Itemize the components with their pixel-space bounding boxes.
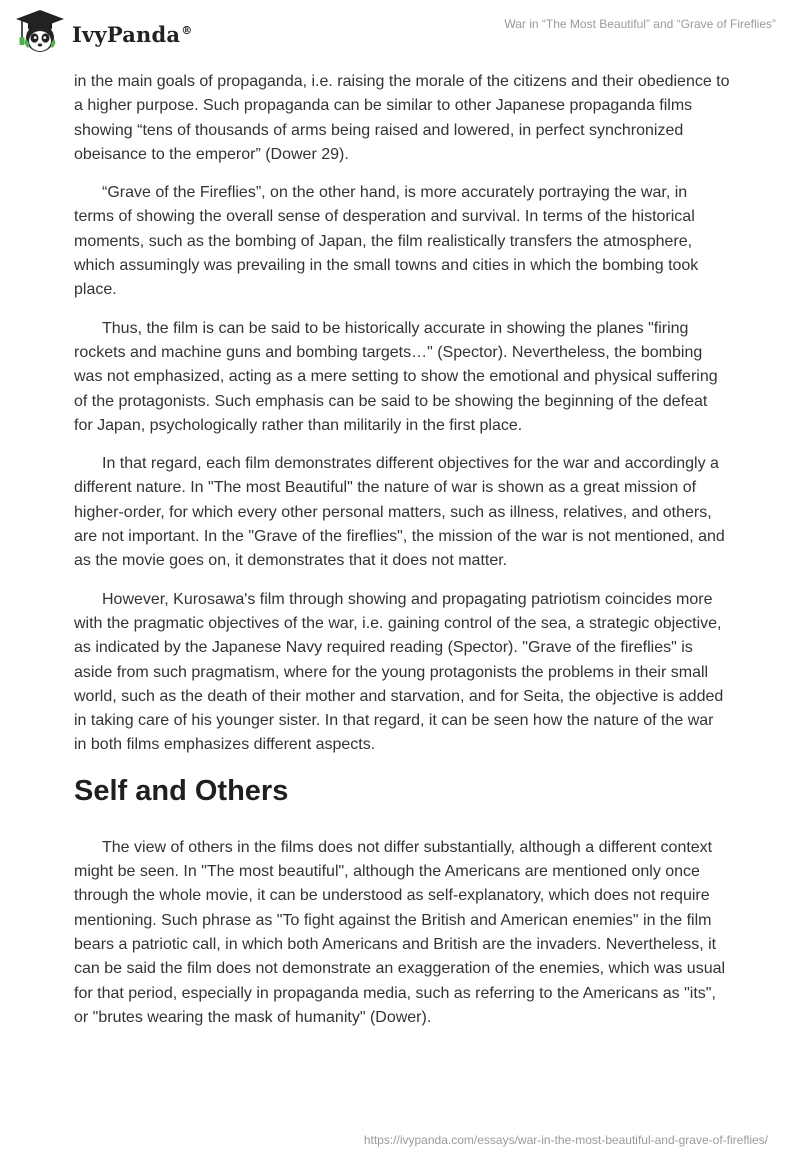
essay-body xyxy=(74,70,730,1044)
section-heading: Self and Others xyxy=(74,774,289,807)
paragraph: “Grave of the Fireflies”, on the other hand, is more accurately portraying the war, in terms of showing the overall sense of desperation and survival. In terms of the historical moments, such as the bombing of Japan, the film realistically transfers the atmosphere, which assumingly was prevailing in the small towns and cities in which the bombing took place. xyxy=(74,184,699,299)
brand-name-text: IvyPanda xyxy=(72,21,181,47)
registered-mark: ® xyxy=(181,23,193,37)
paragraph: In that regard, each film demonstrates different objectives for the war and accordingly a different nature. In "The most Beautiful" the nature of war is shown as a great mission of higher-order, for which every other personal matters, such as illness, relatives, and others, are not important. In the "Grave of the fireflies", the mission of the war is not mentioned, and as the movie goes on, it demonstrates that it does not matter. xyxy=(74,455,725,570)
paragraph: in the main goals of propaganda, i.e. raising the morale of the citizens and their obedience to a higher purpose. Such propaganda can be similar to other Japanese propaganda films showing “tens of thousands of arms being raised and lowered, in perfect synchronized obeisance to the emperor” (Dower 29). xyxy=(74,73,730,163)
paragraph: Thus, the film is can be said to be historically accurate in showing the planes "firing rockets and machine guns and bombing targets…" (Spector). Nevertheless, the bombing was not emphasized, acting as a mere setting to show the emotional and physical suffering of the protagonists. Such emphasis can be said to be showing the beginning of the defeat for Japan, psychologically rather than militarily in the first place. xyxy=(74,319,718,434)
panda-graduation-cap-icon xyxy=(14,8,66,54)
brand-name xyxy=(72,22,192,47)
ivypanda-logo[interactable] xyxy=(14,8,192,54)
document-title: War in “The Most Beautiful” and “Grave of Fireflies” xyxy=(504,17,776,31)
source-url[interactable]: https://ivypanda.com/essays/war-in-the-most-beautiful-and-grave-of-fireflies/ xyxy=(363,1133,768,1147)
paragraph: However, Kurosawa's film through showing and propagating patriotism coincides more with the pragmatic objectives of the war, i.e. gaining control of the sea, a strategic objective, as indicated by the Japanese Navy required reading (Spector). "Grave of the fireflies" is aside from such pragmatism, where for the young protagonists the problems in their small world, such as the death of their mother and starvation, and for Seita, the objective is added in taking care of his younger sister. In that regard, it can be seen how the nature of the war in both films emphasizes different aspects. xyxy=(74,590,724,754)
page-header xyxy=(0,0,800,70)
paragraph: The view of others in the films does not differ substantially, although a different context might be seen. In "The most beautiful", although the Americans are mentioned only once through the whole movie, it can be understood as self-explanatory, which does not require mentioning. Such phrase as "To fight against the British and American enemies" in the film bears a patriotic call, in which both Americans and British are the invaders. Nevertheless, it can be said the film does not demonstrate an exaggeration of the enemies, which was usual for that period, especially in propaganda media, such as referring to the Americans as "its", or "brutes wearing the mask of humanity" (Dower). xyxy=(74,838,726,1026)
